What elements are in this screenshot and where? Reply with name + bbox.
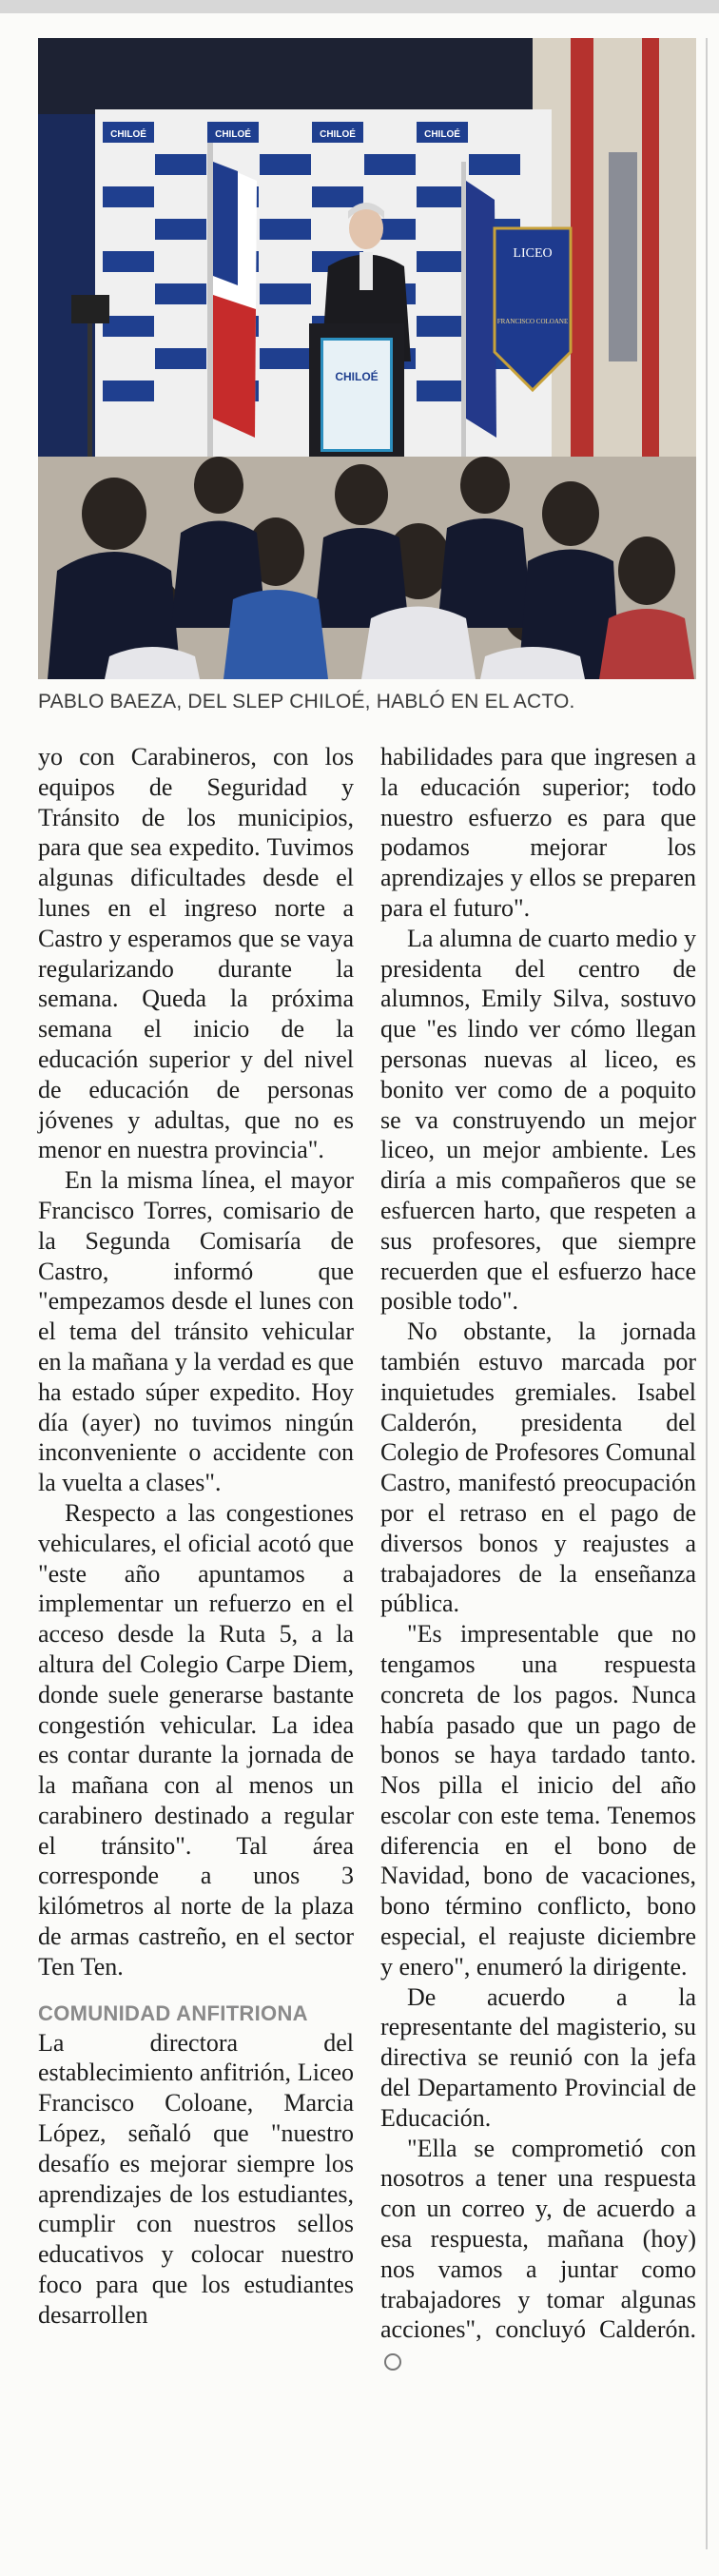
photo-caption: PABLO BAEZA, DEL SLEP CHILOÉ, HABLÓ EN EL ACTO. — [38, 691, 575, 712]
paragraph: No obstante, la jornada también estuvo marcada por inquietudes gremiales. Isabel Calderón, presidenta del Colegio de Profesores Comunal Castro, manifestó preocupación por el retraso en el pago de diversos bonos y reajustes a trabajadores de la enseñanza pública. — [380, 1317, 696, 1618]
paragraph: yo con Carabineros, con los equipos de Seguridad y Tránsito de los municipios, para que sea expedito. Tuvimos algunas dificultades desde el lunes en el ingreso norte a Castro y esperamos que se vaya regularizando durante la semana. Queda la próxima semana el inicio de la educación superior y del nivel de educación de personas jóvenes y adultas, que no es menor en nuestra provincia". — [38, 743, 354, 1164]
paragraph: De acuerdo a la representante del magisterio, su directiva se reunió con la jefa del Departamento Provincial de Educación. — [380, 1982, 696, 2132]
article-column-right — [380, 742, 696, 2375]
paragraph: Respecto a las congestiones vehiculares, el oficial acotó que "este año apuntamos a implementar un refuerzo en el acceso desde la Ruta 5, a la altura del Colegio Carpe Diem, donde suele generarse bastante congestión vehicular. La idea es contar durante la jornada de la mañana con al menos un carabinero destinado a regular el tránsito". Tal área corresponde a unos 3 kilómetros al norte de la plaza de armas castreño, en el sector Ten Ten. — [38, 1498, 354, 1981]
event-photo — [38, 38, 696, 679]
paragraph-text: "Ella se comprometió con nosotros a tener una respuesta con un correo y, de acuerdo a esa respuesta, mañana (hoy) nos vamos a juntar como trabajadores y tomar algunas acciones", concluyó Calderón. — [380, 2134, 696, 2344]
paragraph: En la misma línea, el mayor Francisco Torres, comisario de la Segunda Comisaría de Castro, informó que "empezamos desde el lunes con el tema del tránsito vehicular en la mañana y la verdad es que ha estado súper expedito. Hoy día (ayer) no tuvimos ningún inconveniente o accidente con la vuelta a clases". — [38, 1166, 354, 1497]
paragraph: La alumna de cuarto medio y presidenta del centro de alumnos, Emily Silva, sostuvo que "es lindo ver cómo llegan personas nuevas al liceo, es bonito ver como de a poquito se va construyendo un mejor liceo, un mejor ambiente. Les diría a mis compañeros que se esfuercen harto, que respeten a sus profesores, que siempre recuerden que el esfuerzo hace posible todo". — [380, 924, 696, 1316]
svg-text:CHILOÉ: CHILOÉ — [215, 129, 251, 140]
svg-text:CHILOÉ: CHILOÉ — [320, 129, 356, 140]
liceo-banner-text: LICEO — [513, 246, 553, 261]
svg-text:FRANCISCO COLOANE: FRANCISCO COLOANE — [496, 318, 569, 325]
paragraph: La directora del establecimiento anfitrión, Liceo Francisco Coloane, Marcia López, señaló que "nuestro desafío es mejorar siempre los aprendizajes de los estudiantes, cumplir con nuestros sellos educativos y colocar nuestro foco para que los estudiantes desarrollen — [38, 2028, 354, 2329]
section-subheading: COMUNIDAD ANFITRIONA — [38, 2000, 308, 2025]
svg-text:CHILOÉ: CHILOÉ — [424, 129, 460, 140]
paragraph: "Es impresentable que no tengamos una respuesta concreta de los pagos. Nunca había pasado que un pago de bonos se haya tardado tanto. Nos pilla el inicio del año escolar con este tema. Tenemos diferencia en el bono de Navidad, bono de vacaciones, bono término conflicto, bono especial, el reajuste diciembre y enero", enumeró la dirigente. — [380, 1620, 696, 1981]
end-of-article-icon — [384, 2353, 401, 2371]
article-column-left — [38, 742, 354, 2331]
podium-logo: CHILOÉ — [335, 370, 379, 383]
top-bar — [0, 0, 719, 13]
paragraph — [380, 2134, 696, 2375]
column-rule — [706, 38, 708, 2549]
paragraph: habilidades para que ingresen a la educación superior; todo nuestro esfuerzo es para que podamos mejorar los aprendizajes y ellos se preparen para el futuro". — [380, 743, 696, 922]
backdrop-logo: CHILOÉ — [110, 129, 146, 140]
